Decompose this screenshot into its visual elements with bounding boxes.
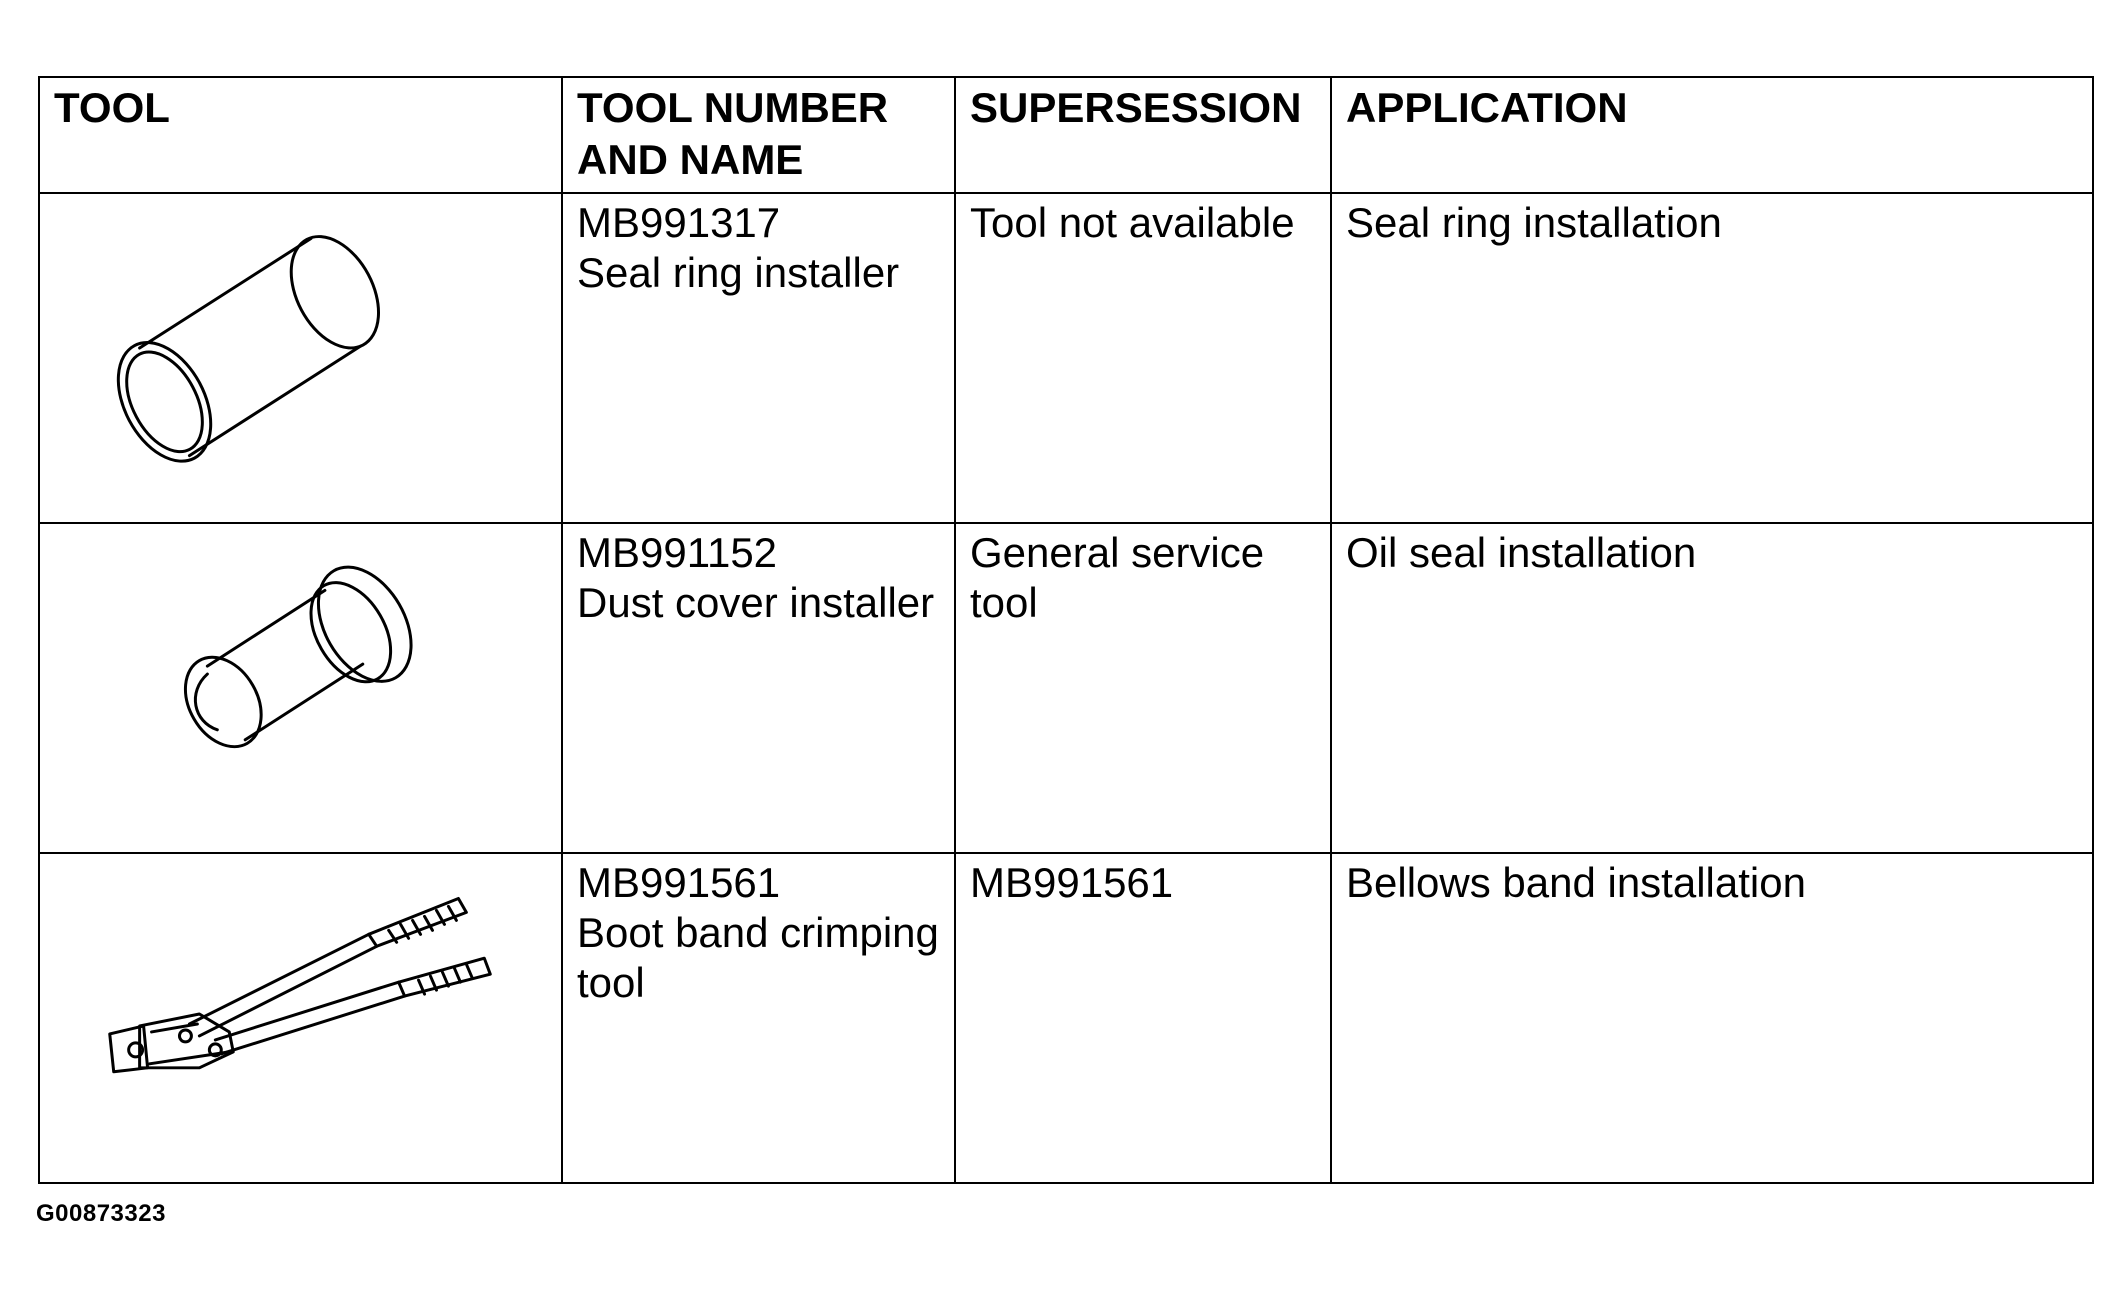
- table-row: [39, 853, 2093, 1183]
- table-row: [39, 523, 2093, 853]
- tool-number-and-name-cell: [562, 523, 955, 853]
- application-cell: [1331, 523, 2093, 853]
- tool-name: Seal ring installer: [577, 249, 900, 296]
- tool-name: Dust cover installer: [577, 579, 935, 626]
- tool-name: Boot band crimping tool: [577, 909, 939, 1006]
- supersession-text: MB991561: [970, 859, 1174, 906]
- special-tools-table: [38, 76, 2094, 1184]
- tool-number: MB991561: [577, 859, 781, 906]
- tool-number-and-name-cell: [562, 193, 955, 523]
- application-text: Seal ring installation: [1346, 199, 1722, 246]
- dust-cover-installer-illustration-icon: [40, 524, 561, 852]
- application-text: Oil seal installation: [1346, 529, 1697, 576]
- tool-image-cell: [39, 523, 562, 853]
- tool-number: MB991317: [577, 199, 781, 246]
- supersession-cell: [955, 853, 1331, 1183]
- supersession-text: General service tool: [970, 529, 1265, 626]
- table-row: [39, 193, 2093, 523]
- supersession-cell: [955, 523, 1331, 853]
- boot-band-crimping-tool-illustration-icon: [40, 854, 561, 1182]
- tool-image-cell: [39, 853, 562, 1183]
- application-text: Bellows band installation: [1346, 859, 1806, 906]
- header-tool: TOOL: [39, 77, 562, 193]
- seal-ring-installer-illustration-icon: [40, 194, 561, 522]
- supersession-cell: [955, 193, 1331, 523]
- header-supersession: SUPERSESSION: [955, 77, 1331, 193]
- table-header-row: [39, 77, 2093, 193]
- tool-number: MB991152: [577, 529, 778, 576]
- tool-image-cell: [39, 193, 562, 523]
- supersession-text: Tool not available: [970, 199, 1295, 246]
- header-tool-number-and-name: TOOL NUMBER AND NAME: [562, 77, 955, 193]
- tool-number-and-name-cell: [562, 853, 955, 1183]
- figure-id: G00873323: [36, 1200, 166, 1227]
- application-cell: [1331, 853, 2093, 1183]
- application-cell: [1331, 193, 2093, 523]
- header-application: APPLICATION: [1331, 77, 2093, 193]
